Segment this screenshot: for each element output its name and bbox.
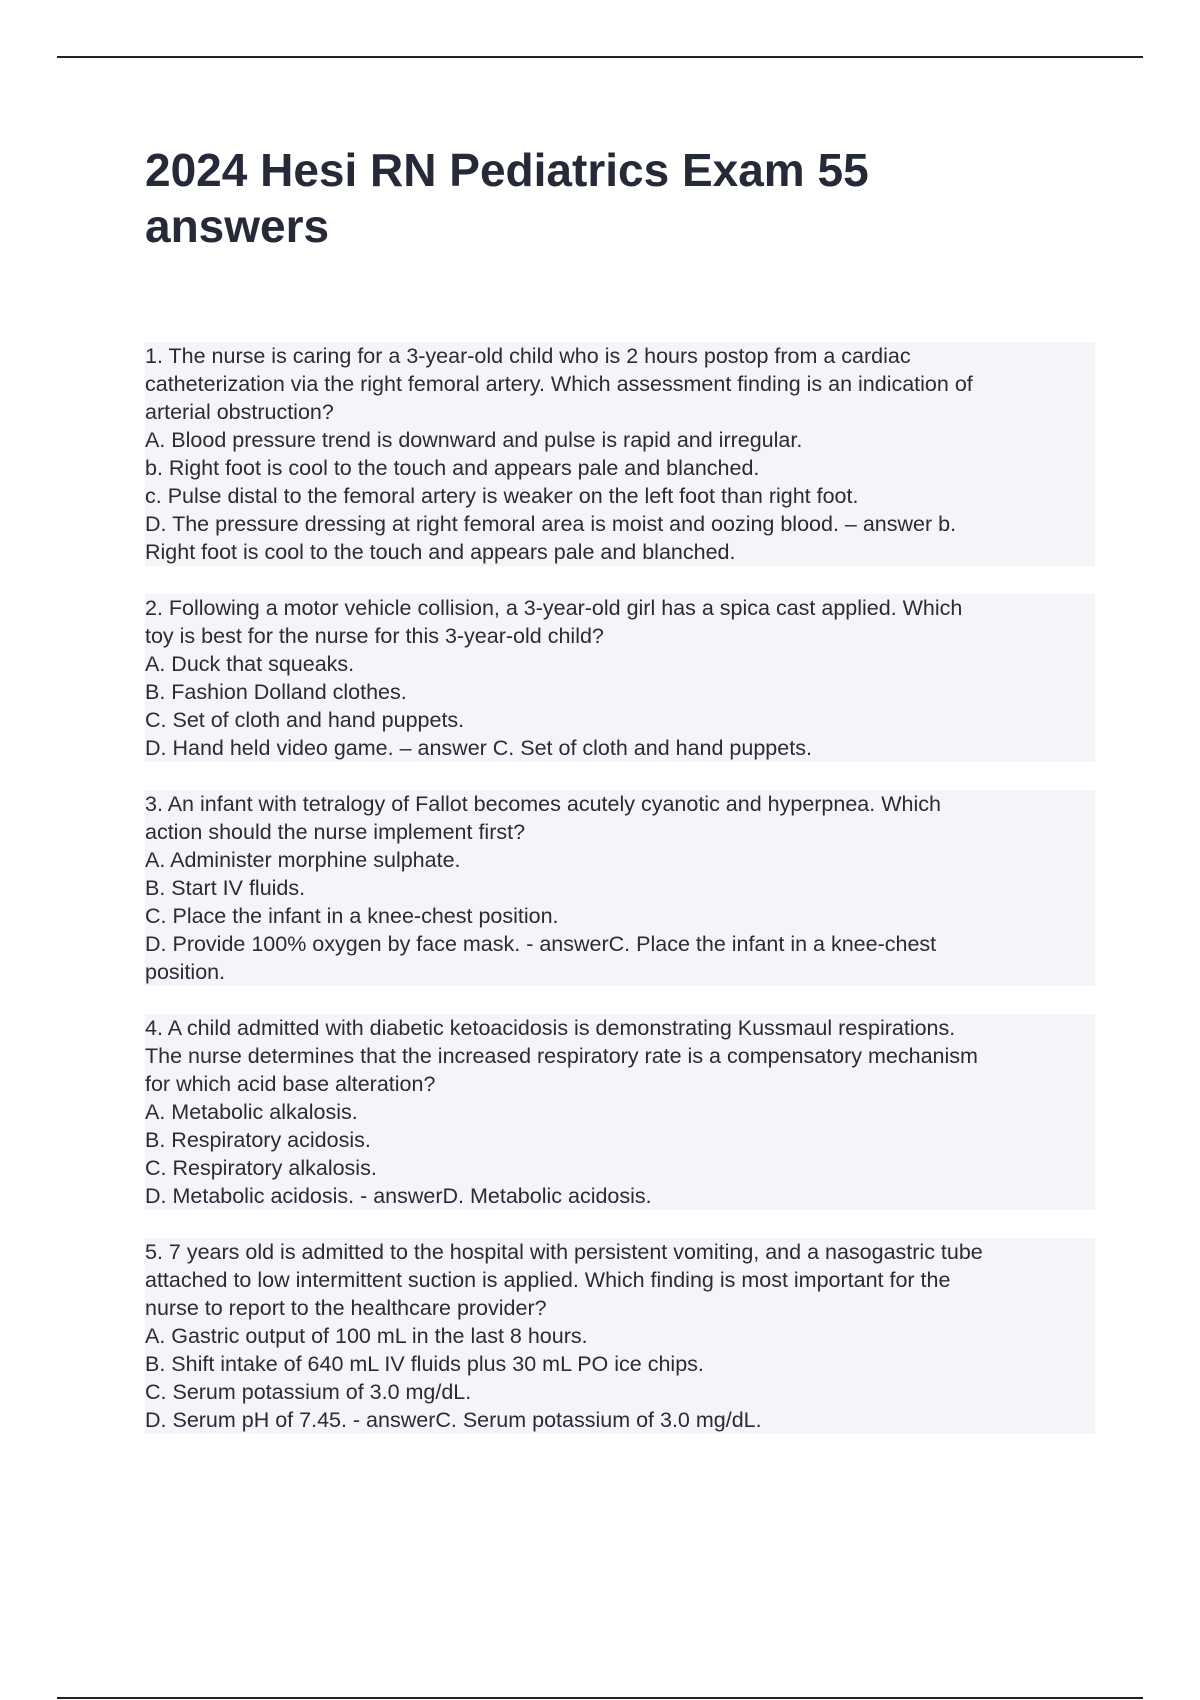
question-1-line: 1. The nurse is caring for a 3-year-old child who is 2 hours postop from a cardiac	[145, 342, 1095, 370]
question-3-answer: position.	[145, 958, 1095, 986]
question-5-line: nurse to report to the healthcare provider?	[145, 1294, 1095, 1322]
question-3-option: B. Start IV fluids.	[145, 874, 1095, 902]
question-1-option: D. The pressure dressing at right femoral area is moist and oozing blood. – answer b.	[145, 510, 1095, 538]
top-rule	[57, 56, 1143, 58]
question-5-answer: D. Serum pH of 7.45. - answerC. Serum potassium of 3.0 mg/dL.	[145, 1406, 1095, 1434]
question-3-option: C. Place the infant in a knee-chest position.	[145, 902, 1095, 930]
question-4-answer: D. Metabolic acidosis. - answerD. Metabolic acidosis.	[145, 1182, 1095, 1210]
question-2-option: C. Set of cloth and hand puppets.	[145, 706, 1095, 734]
question-3-line: action should the nurse implement first?	[145, 818, 1095, 846]
question-5-option: B. Shift intake of 640 mL IV fluids plus 30 mL PO ice chips.	[145, 1350, 1095, 1378]
document-title: 2024 Hesi RN Pediatrics Exam 55 answers	[145, 144, 869, 252]
question-4-option: B. Respiratory acidosis.	[145, 1126, 1095, 1154]
question-2-line: 2. Following a motor vehicle collision, a 3-year-old girl has a spica cast applied. Which	[145, 594, 1095, 622]
question-5-option: C. Serum potassium of 3.0 mg/dL.	[145, 1378, 1095, 1406]
question-4-option: C. Respiratory alkalosis.	[145, 1154, 1095, 1182]
question-list	[145, 342, 1095, 1434]
question-1-answer: Right foot is cool to the touch and appears pale and blanched.	[145, 538, 1095, 566]
question-2-option: B. Fashion Dolland clothes.	[145, 678, 1095, 706]
question-2-option: A. Duck that squeaks.	[145, 650, 1095, 678]
question-4-line: The nurse determines that the increased respiratory rate is a compensatory mechanism	[145, 1042, 1095, 1070]
question-5-line: attached to low intermittent suction is applied. Which finding is most important for the	[145, 1266, 1095, 1294]
question-1-line: arterial obstruction?	[145, 398, 1095, 426]
question-5-option: A. Gastric output of 100 mL in the last 8 hours.	[145, 1322, 1095, 1350]
question-3-answer: D. Provide 100% oxygen by face mask. - answerC. Place the infant in a knee-chest	[145, 930, 1095, 958]
question-1-option: A. Blood pressure trend is downward and pulse is rapid and irregular.	[145, 426, 1095, 454]
question-3	[145, 790, 1095, 986]
question-5	[145, 1238, 1095, 1434]
question-2	[145, 594, 1095, 762]
question-1	[145, 342, 1095, 566]
question-2-answer: D. Hand held video game. – answer C. Set of cloth and hand puppets.	[145, 734, 1095, 762]
question-1-option: b. Right foot is cool to the touch and appears pale and blanched.	[145, 454, 1095, 482]
question-4-line: 4. A child admitted with diabetic ketoacidosis is demonstrating Kussmaul respirations.	[145, 1014, 1095, 1042]
document-body	[145, 142, 1095, 1462]
question-4	[145, 1014, 1095, 1210]
question-1-line: catheterization via the right femoral artery. Which assessment finding is an indication of	[145, 370, 1095, 398]
question-3-option: A. Administer morphine sulphate.	[145, 846, 1095, 874]
bottom-rule	[57, 1697, 1143, 1699]
question-4-line: for which acid base alteration?	[145, 1070, 1095, 1098]
question-2-line: toy is best for the nurse for this 3-year-old child?	[145, 622, 1095, 650]
question-5-line: 5. 7 years old is admitted to the hospital with persistent vomiting, and a nasogastric tube	[145, 1238, 1095, 1266]
question-1-option: c. Pulse distal to the femoral artery is weaker on the left foot than right foot.	[145, 482, 1095, 510]
question-4-option: A. Metabolic alkalosis.	[145, 1098, 1095, 1126]
question-3-line: 3. An infant with tetralogy of Fallot becomes acutely cyanotic and hyperpnea. Which	[145, 790, 1095, 818]
